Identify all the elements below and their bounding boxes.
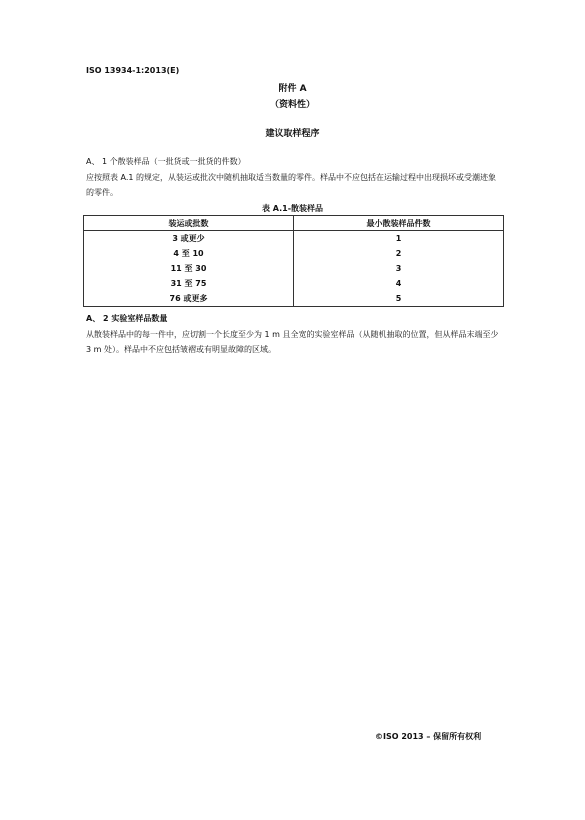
column-header-min-pieces: 最小散装样品件数: [294, 216, 504, 231]
table-row: [84, 276, 504, 291]
column-header-lots: 装运或批数: [84, 216, 294, 231]
section-1-heading: A、 1 个散装样品（一批货或一批货的件数）: [86, 157, 246, 166]
table-row: [84, 261, 504, 276]
table-row: [84, 231, 504, 247]
table-caption: 表 A.1-散装样品: [261, 204, 324, 213]
table-cell: 76 或更多: [84, 291, 294, 307]
table-row: [84, 291, 504, 307]
bulk-sample-table: [83, 215, 504, 307]
table-cell: 31 至 75: [84, 276, 294, 291]
section-1-body: 应按照表 A.1 的规定，从装运或批次中随机抽取适当数量的零件。样品中不应包括在运输过程中出现损坏或受潮迹象的零件。: [86, 173, 497, 197]
table-cell: 4 至 10: [84, 246, 294, 261]
table-header-row: [84, 216, 504, 231]
copyright-footer: ©ISO 2013 – 保留所有权利: [375, 732, 482, 741]
document-id: ISO 13934-1:2013(E): [86, 66, 180, 75]
table-row: [84, 246, 504, 261]
table-cell: 1: [294, 231, 504, 247]
annex-subtitle: （资料性）: [269, 100, 315, 110]
annex-title: 附件 A: [278, 84, 307, 94]
table-cell: 4: [294, 276, 504, 291]
table-cell: 11 至 30: [84, 261, 294, 276]
procedure-title: 建议取样程序: [265, 129, 320, 139]
table-cell: 3 或更少: [84, 231, 294, 247]
table-cell: 2: [294, 246, 504, 261]
section-2-body: 从散装样品中的每一件中，应切割一个长度至少为 1 m 且全宽的实验室样品（从随机抽取的位置，但从样品末端至少 3 m 处）。样品中不应包括皱褶或有明显故障的区域。: [86, 330, 499, 354]
table-cell: 3: [294, 261, 504, 276]
section-2-heading: A、 2 实验室样品数量: [86, 314, 168, 323]
table-cell: 5: [294, 291, 504, 307]
